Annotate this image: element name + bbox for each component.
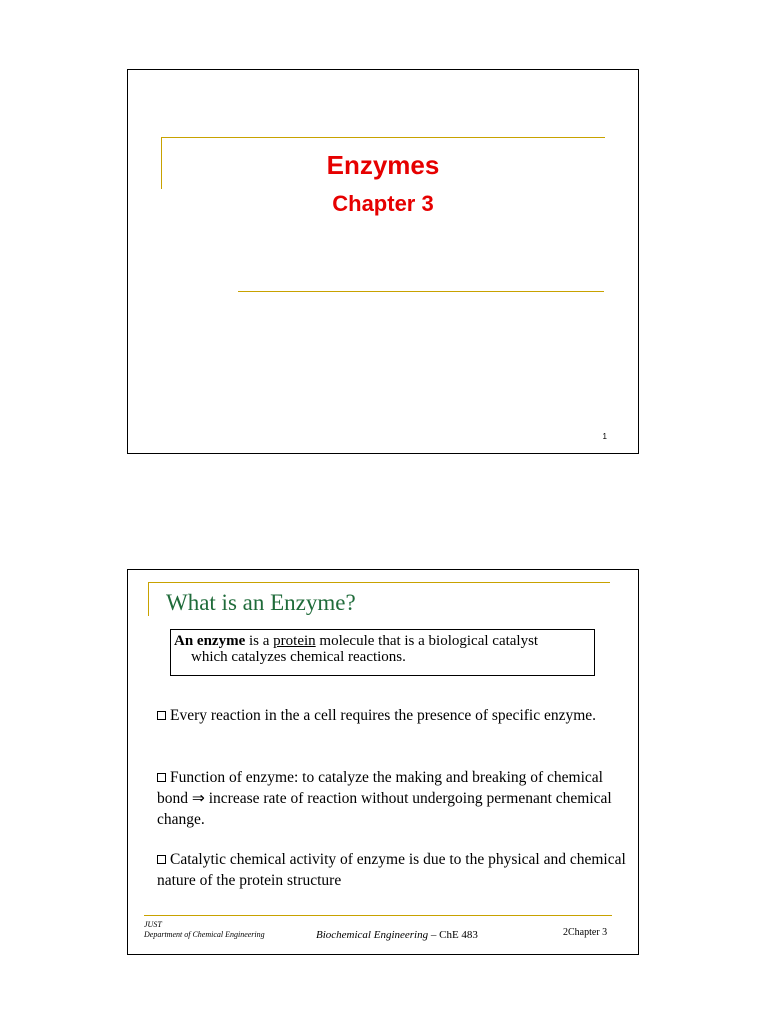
- definition-line2: which catalyzes chemical reactions.: [191, 649, 406, 665]
- bullet-item: [157, 705, 627, 726]
- checkbox-bullet-icon: [157, 711, 166, 720]
- bullet-text: Function of enzyme: to catalyze the making and breaking of chemical bond ⇒ increase rate of reaction without undergoing permenant chemical change.: [157, 769, 612, 828]
- footer-left-line2: Department of Chemical Engineering: [144, 930, 265, 939]
- top-rule: [161, 137, 605, 138]
- footer-course: [316, 929, 478, 941]
- checkbox-bullet-icon: [157, 855, 166, 864]
- definition-underlined: protein: [273, 633, 316, 649]
- slide-1: [127, 69, 639, 454]
- bullet-item: [157, 767, 627, 830]
- bullet-item: [157, 849, 627, 891]
- definition-text-b: molecule that is a biological catalyst: [315, 633, 539, 649]
- title-left-rule: [148, 582, 149, 616]
- checkbox-bullet-icon: [157, 773, 166, 782]
- slide-2: [127, 569, 639, 955]
- footer-institution: [144, 920, 265, 940]
- footer-course-italic: Biochemical Engineering: [316, 929, 429, 941]
- definition-term: An enzyme: [174, 633, 246, 649]
- footer-left-line1: JUST: [144, 920, 162, 929]
- slide-subtitle: Chapter 3: [332, 191, 434, 216]
- title-top-rule: [148, 582, 610, 583]
- slide-title: What is an Enzyme?: [166, 590, 356, 615]
- bullet-text: Catalytic chemical activity of enzyme is due to the physical and chemical nature of the protein structure: [157, 851, 626, 889]
- bottom-rule: [238, 291, 604, 292]
- footer-course-rest: – ChE 483: [428, 929, 478, 941]
- definition-box: [170, 629, 595, 676]
- slide-title: Enzymes: [326, 150, 440, 180]
- page-number: 1: [602, 432, 607, 441]
- definition-text-a: is a: [245, 633, 274, 649]
- bullet-text: Every reaction in the a cell requires the presence of specific enzyme.: [170, 707, 597, 724]
- footer-page: 2Chapter 3: [563, 927, 608, 938]
- footer-rule: [144, 915, 612, 916]
